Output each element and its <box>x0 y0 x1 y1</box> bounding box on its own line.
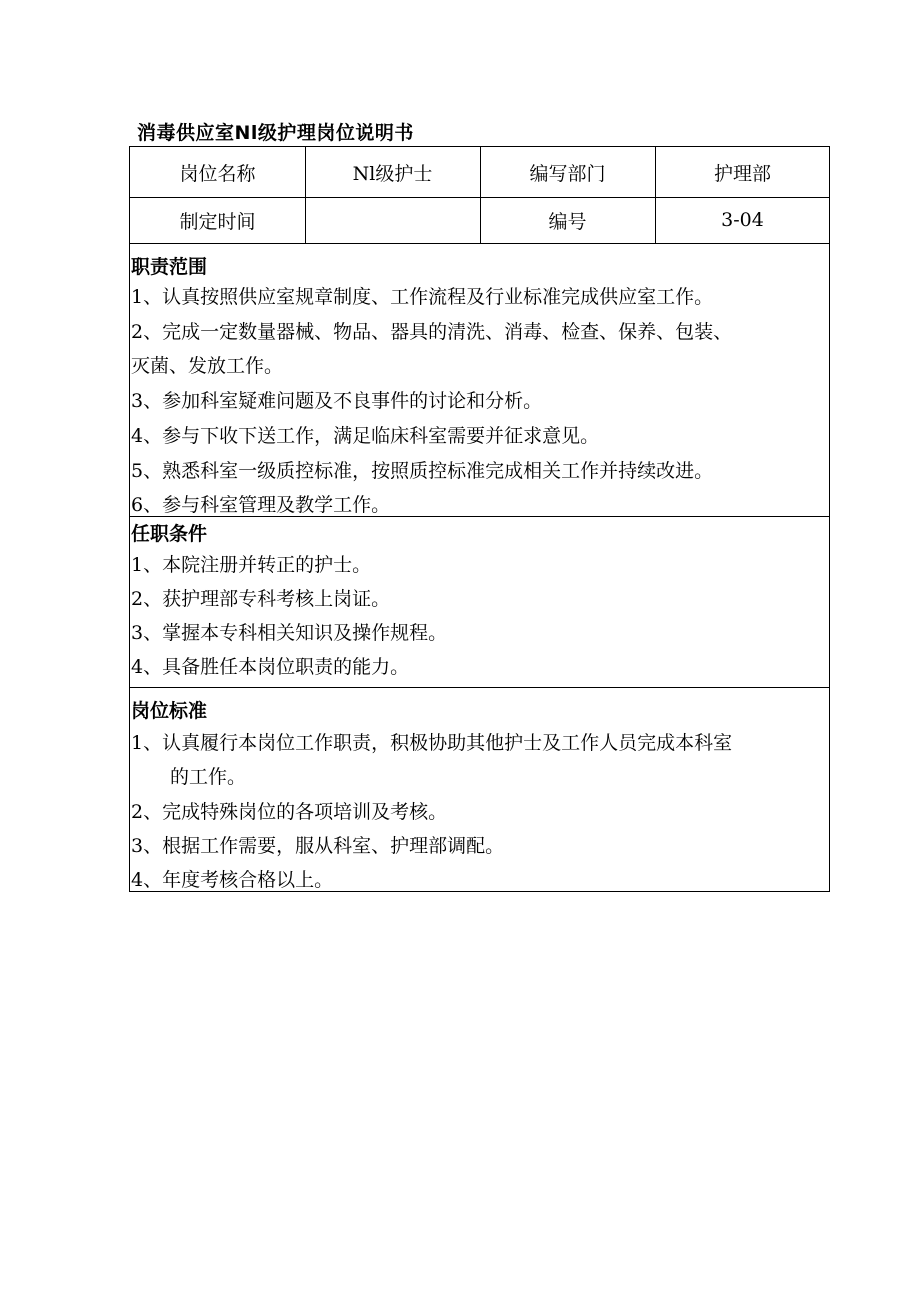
responsibilities-heading: 职责范围 <box>131 256 208 278</box>
department-label: 编写部门 <box>529 162 606 185</box>
list-item: 4、参与下收下送工作，满足临床科室需要并征求意见。 <box>131 425 600 447</box>
list-item: 4、具备胜任本岗位职责的能力。 <box>131 656 410 678</box>
list-item: 3、参加科室疑难问题及不良事件的讨论和分析。 <box>131 390 543 412</box>
requirements-heading: 任职条件 <box>131 523 208 545</box>
department-value: 护理部 <box>713 162 771 185</box>
list-item: 2、完成一定数量器械、物品、器具的清洗、消毒、检查、保养、包装、 <box>131 321 733 343</box>
requirements-section <box>130 517 829 687</box>
list-item: 4、年度考核合格以上。 <box>131 869 334 891</box>
responsibilities-section <box>130 244 829 516</box>
list-item: 2、获护理部专科考核上岗证。 <box>131 588 391 610</box>
list-item: 6、参与科室管理及教学工作。 <box>131 494 391 516</box>
list-item: 1、本院注册并转正的护士。 <box>131 554 372 576</box>
document-title: 消毒供应室Nl级护理岗位说明书 <box>137 122 414 144</box>
number-label: 编号 <box>548 210 587 233</box>
list-item: 3、根据工作需要，服从科室、护理部调配。 <box>131 835 505 857</box>
list-item-continuation: 的工作。 <box>170 766 247 788</box>
standards-section <box>130 688 829 892</box>
list-item: 3、掌握本专科相关知识及操作规程。 <box>131 622 448 644</box>
list-item: 灭菌、发放工作。 <box>131 355 284 377</box>
post-name-value: Nl级护士 <box>352 162 433 185</box>
list-item: 5、熟悉科室一级质控标准，按照质控标准完成相关工作并持续改进。 <box>131 460 714 482</box>
list-item: 1、认真按照供应室规章制度、工作流程及行业标准完成供应室工作。 <box>131 286 714 308</box>
date-value <box>305 197 480 243</box>
list-item: 2、完成特殊岗位的各项培训及考核。 <box>131 801 448 823</box>
post-name-label: 岗位名称 <box>179 162 256 185</box>
standards-heading: 岗位标准 <box>131 700 208 722</box>
date-label: 制定时间 <box>179 210 256 233</box>
job-description-table <box>129 146 830 892</box>
number-value: 3-04 <box>721 209 764 231</box>
list-item: 1、认真履行本岗位工作职责，积极协助其他护士及工作人员完成本科室 <box>131 732 733 754</box>
